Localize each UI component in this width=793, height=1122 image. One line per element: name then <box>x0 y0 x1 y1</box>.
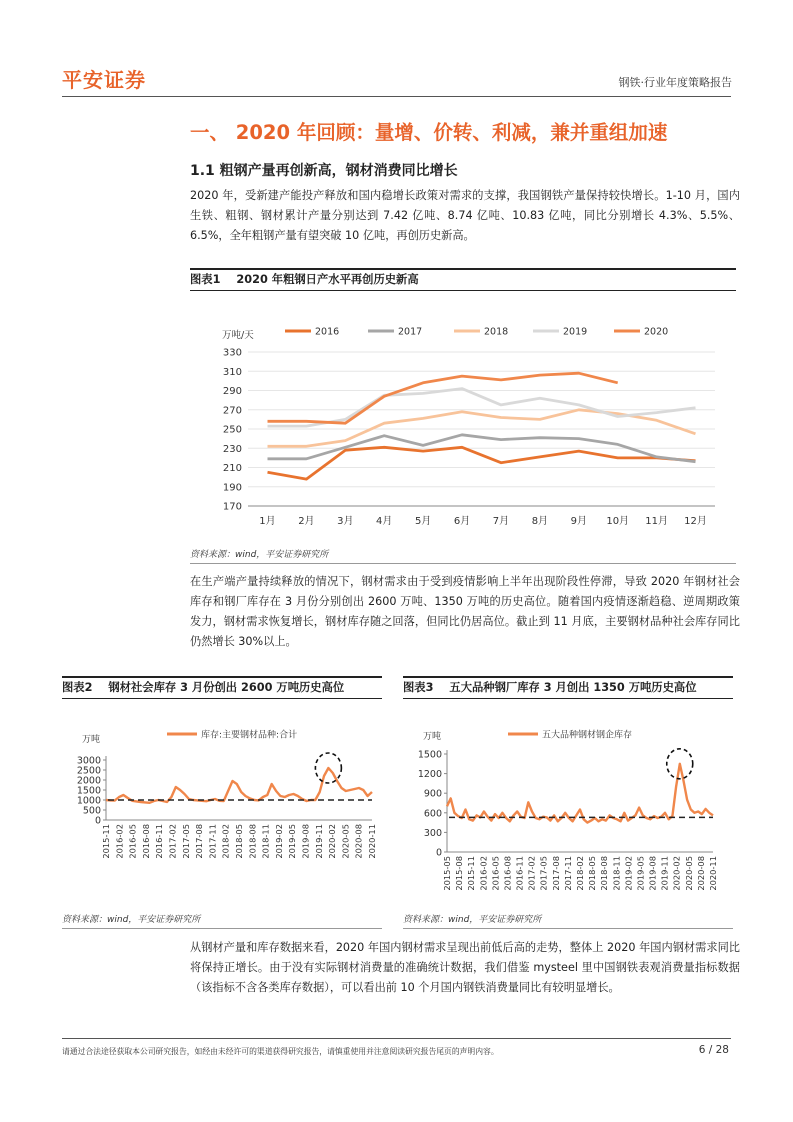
x-tick-label: 5月 <box>414 516 432 527</box>
legend-label-2016: 2016 <box>315 326 340 338</box>
section-title: 一、 2020 年回顾：量增、价转、利减，兼并重组加速 <box>190 121 668 144</box>
y-tick-label: 0 <box>435 847 442 859</box>
x-tick-label: 2015-05 <box>442 856 452 891</box>
y-tick-label: 600 <box>423 808 442 820</box>
x-tick-label: 7月 <box>492 516 510 527</box>
y-tick-label: 210 <box>222 463 242 474</box>
x-tick-label: 2016-08 <box>502 856 513 891</box>
x-tick-label: 2016-05 <box>127 824 138 859</box>
x-tick-label: 2017-08 <box>194 824 205 859</box>
report-type: 钢铁·行业年度策略报告 <box>618 76 732 89</box>
x-tick-label: 2016-08 <box>140 824 151 859</box>
figure-1-title: 2020 年粗钢日产水平再创历史新高 <box>236 273 419 286</box>
x-tick-label: 2017-11 <box>562 856 573 891</box>
figure-1-number: 图表1 <box>190 273 221 286</box>
x-tick-label: 2015-08 <box>454 856 465 891</box>
figure-2-title-bar <box>62 676 382 699</box>
figure-3-number: 图表3 <box>403 681 434 694</box>
x-tick-label: 2020-02 <box>327 824 338 859</box>
y-tick-label: 270 <box>222 405 242 417</box>
y-tick-label: 330 <box>222 347 242 359</box>
paragraph-2: 在生产端产量持续释放的情况下，钢材需求由于受到疫情影响上半年出现阶段性停滞，导致 2020 年钢材社会库存和钢厂库存在 3 月份分别创出 2600 万吨、1350 万吨的历史高位。随着国内疫情逐渐趋稳、逆周期政策发力，钢材需求恢复增长，钢材库存随之回落，但同比仍居高位。截止到 11 月底，主要钢材品种社会库存同比仍然增长 30%以上。 <box>190 575 740 648</box>
figure-3-source: 资料来源：wind，平安证券研究所 <box>403 913 733 929</box>
x-tick-label: 2018-02 <box>575 856 585 891</box>
inventory-series-line <box>447 764 713 823</box>
figure-2-number: 图表2 <box>62 681 93 694</box>
y-tick-label: 0 <box>94 815 101 827</box>
x-tick-label: 2016-11 <box>514 856 525 891</box>
x-tick-label: 2020-05 <box>340 824 351 859</box>
chart-crude-steel-daily-output <box>190 300 736 540</box>
x-tick-label: 2019-08 <box>647 856 658 891</box>
y-tick-label: 500 <box>82 805 101 817</box>
figure-2-title: 钢材社会库存 3 月份创出 2600 万吨历史高位 <box>108 681 345 694</box>
y-tick-label: 2500 <box>76 765 101 777</box>
header-divider <box>62 96 731 97</box>
x-tick-label: 8月 <box>531 516 549 527</box>
x-tick-label: 2020-11 <box>708 856 718 891</box>
y-tick-label: 1200 <box>417 769 442 781</box>
figure-3-title-bar <box>403 676 733 699</box>
x-tick-label: 2019-08 <box>300 824 311 859</box>
figure-3-title: 五大品种钢厂库存 3 月创出 1350 万吨历史高位 <box>449 681 697 694</box>
x-tick-label: 2018-05 <box>234 824 244 859</box>
figure-2-source: 资料来源：wind，平安证券研究所 <box>62 913 382 929</box>
x-tick-label: 11月 <box>645 516 668 527</box>
y-tick-label: 2000 <box>76 775 101 787</box>
x-tick-label: 2015-11 <box>466 856 477 891</box>
x-tick-label: 2016-02 <box>114 824 125 859</box>
x-tick-label: 2019-02 <box>273 824 284 859</box>
x-tick-label: 9月 <box>570 516 587 527</box>
page-number: 6 / 28 <box>698 1044 729 1056</box>
y-tick-label: 1000 <box>76 795 101 807</box>
paragraph-3: 从钢材产量和库存数据来看，2020 年国内钢材需求呈现出前低后高的走势，整体上 2020 年国内钢材需求同比将保持正增长。由于没有实际钢材消费量的准确统计数据，我们借鉴 mysteel 里中国钢铁表观消费量指标数据（该指标不含各类库存数据），可以看出前 10 个月国内钢铁消费量同比有较明显增长。 <box>190 941 740 994</box>
y-axis-unit: 万吨/天 <box>222 330 254 341</box>
footer-disclaimer: 请通过合法途径获取本公司研究报告，如经由未经许可的渠道获得研究报告，请慎重使用并注意阅读研究报告尾页的声明内容。 <box>62 1047 499 1056</box>
x-tick-label: 2018-11 <box>611 856 622 891</box>
x-tick-label: 1月 <box>259 516 276 527</box>
x-tick-label: 4月 <box>376 516 393 527</box>
x-tick-label: 2020-02 <box>671 856 682 891</box>
legend-label-2017: 2017 <box>398 326 423 338</box>
x-tick-label: 2018-11 <box>260 824 271 859</box>
x-tick-label: 10月 <box>606 516 630 527</box>
x-tick-label: 2017-02 <box>526 856 537 891</box>
y-tick-label: 300 <box>423 827 442 839</box>
legend-label-2020: 2020 <box>644 326 669 338</box>
x-tick-label: 2020-11 <box>367 824 377 859</box>
x-tick-label: 2月 <box>298 516 315 527</box>
x-tick-label: 2019-11 <box>313 824 324 859</box>
y-axis-unit: 万吨 <box>82 735 101 745</box>
figure-1-title-bar <box>190 268 736 291</box>
x-tick-label: 6月 <box>453 516 471 527</box>
x-tick-label: 2018-08 <box>599 856 610 891</box>
x-tick-label: 2016-05 <box>490 856 501 891</box>
y-tick-label: 190 <box>222 482 242 494</box>
chart-steel-social-inventory <box>62 712 382 912</box>
legend-label-2019: 2019 <box>563 326 588 338</box>
footer-divider <box>62 1038 731 1039</box>
x-tick-label: 2019-02 <box>623 856 634 891</box>
x-tick-label: 2019-05 <box>287 824 298 859</box>
subsection-title: 1.1 粗钢产量再创新高，钢材消费同比增长 <box>190 163 458 179</box>
y-tick-label: 1500 <box>76 785 101 797</box>
legend-label-2018: 2018 <box>484 326 509 338</box>
x-tick-label: 2017-02 <box>167 824 178 859</box>
y-tick-label: 900 <box>423 788 442 800</box>
paragraph-1: 2020 年，受新建产能投产释放和国内稳增长政策对需求的支撑，我国钢铁产量保持较快增长。1-10 月，国内生铁、粗钢、钢材累计产量分别达到 7.42 亿吨、8.74 亿吨、10.83 亿吨，同比分别增长 4.3%、5.5%、6.5%，全年粗钢产量有望突破 10 亿吨，再创历史新高。 <box>190 189 740 242</box>
x-tick-label: 2017-05 <box>538 856 549 891</box>
y-tick-label: 290 <box>222 386 242 397</box>
series-line-2019 <box>268 389 696 427</box>
y-axis-unit: 万吨 <box>423 732 442 742</box>
y-tick-label: 3000 <box>76 755 101 767</box>
x-tick-label: 2018-02 <box>220 824 231 859</box>
y-tick-label: 310 <box>222 366 242 378</box>
figure-1-source: 资料来源：wind，平安证券研究所 <box>190 548 736 564</box>
y-tick-label: 230 <box>222 443 242 455</box>
x-tick-label: 2015-11 <box>101 824 111 859</box>
chart-mill-inventory-five-products <box>403 712 733 912</box>
x-tick-label: 3月 <box>337 516 354 527</box>
x-tick-label: 2016-02 <box>478 856 489 891</box>
x-tick-label: 2020-08 <box>353 824 364 859</box>
x-tick-label: 2020-08 <box>695 856 706 891</box>
x-tick-label: 2020-05 <box>683 856 694 891</box>
brand-logo: 平安证券 <box>62 68 146 92</box>
x-tick-label: 12月 <box>684 516 707 527</box>
x-tick-label: 2017-05 <box>180 824 191 859</box>
legend-label: 库存:主要钢材品种:合计 <box>201 730 298 741</box>
inventory-series-line <box>106 768 372 803</box>
x-tick-label: 2018-08 <box>247 824 258 859</box>
x-tick-label: 2019-11 <box>659 856 670 891</box>
x-tick-label: 2017-11 <box>207 824 218 859</box>
x-tick-label: 2018-05 <box>587 856 598 891</box>
x-tick-label: 2016-11 <box>154 824 165 859</box>
legend-label: 五大品种钢材钢企库存 <box>542 730 633 741</box>
x-tick-label: 2019-05 <box>635 856 646 891</box>
x-tick-label: 2017-08 <box>550 856 561 891</box>
y-tick-label: 250 <box>222 424 242 436</box>
y-tick-label: 170 <box>222 501 242 513</box>
y-tick-label: 1500 <box>417 749 442 761</box>
